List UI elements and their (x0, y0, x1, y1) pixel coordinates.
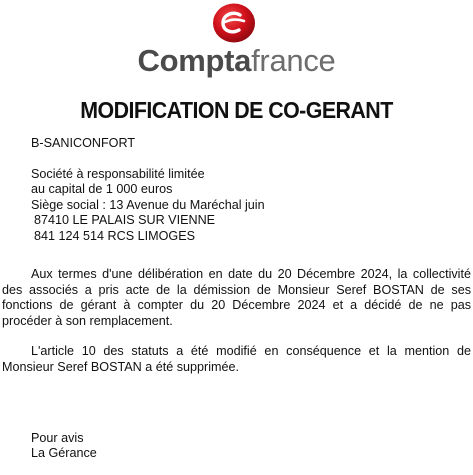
company-name: B-SANICONFORT (31, 136, 136, 150)
company-legal-form: Société à responsabilité limitée (31, 167, 205, 181)
closing-line-1: Pour avis (31, 431, 84, 445)
closing (31, 431, 97, 462)
closing-signature: La Gérance (31, 446, 97, 461)
notice-title: MODIFICATION DE CO-GERANT (80, 97, 393, 123)
notice-paragraph-1: Aux termes d'une délibération en date du 20 Décembre 2024, la collectivité des associés a pris acte de la démission de Monsieur Seref BOSTAN de ses fonctions de gérant à compter du 20 Décembre 2024 et a décidé de ne pas procéder à son remplacement. (2, 267, 471, 328)
brand-name (0, 44, 473, 78)
company-rcs: 841 124 514 RCS LIMOGES (34, 228, 196, 243)
comptafrance-logo-icon (211, 2, 257, 44)
notice-paragraph-2: L'article 10 des statuts a été modifié en conséquence et la mention de Monsieur Seref BOSTAN a été supprimée. (2, 344, 471, 374)
company-capital: au capital de 1 000 euros (31, 182, 173, 197)
brand-name-light: france (251, 43, 336, 78)
comptafrance-logo (0, 0, 473, 80)
company-address: Siège social : 13 Avenue du Maréchal juin (31, 197, 265, 212)
company-city: 87410 LE PALAIS SUR VIENNE (34, 213, 216, 228)
company-details (31, 167, 265, 244)
brand-name-bold: Compta (137, 43, 252, 78)
